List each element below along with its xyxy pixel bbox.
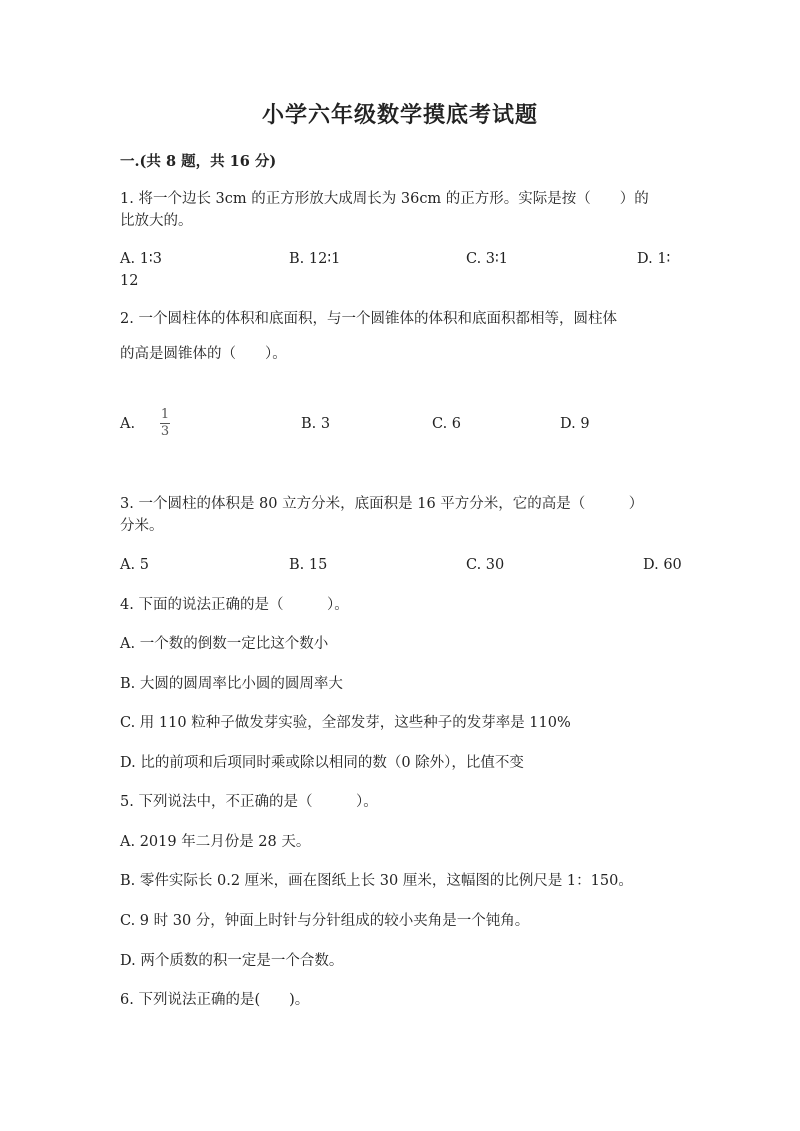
question-4-option-b: B. 大圆的圆周率比小圆的圆周率大: [120, 676, 343, 692]
question-2-option-a-fraction: [160, 408, 170, 439]
question-2-option-c: C. 6: [432, 416, 462, 432]
question-3-line-1: 3. 一个圆柱的体积是 80 立方分米，底面积是 16 平方分米，它的高是（ ）: [120, 496, 644, 512]
page-title: 小学六年级数学摸底考试题: [261, 102, 538, 128]
question-3-option-a: A. 5: [120, 557, 149, 573]
fraction-denominator: 3: [160, 424, 170, 439]
question-2-line-1: 2. 一个圆柱体的体积和底面积，与一个圆锥体的体积和底面积都相等，圆柱体: [120, 311, 617, 327]
question-5-option-a: A. 2019 年二月份是 28 天。: [120, 834, 311, 850]
question-5-stem: 5. 下列说法中，不正确的是（ ）。: [120, 794, 378, 810]
question-2-option-d: D. 9: [560, 416, 590, 432]
question-4-option-a: A. 一个数的倒数一定比这个数小: [120, 636, 329, 652]
question-1-option-d-continued: 12: [120, 273, 139, 289]
question-3-option-d: D. 60: [643, 557, 682, 573]
question-1-line-2: 比放大的。: [120, 213, 193, 229]
question-2-option-b: B. 3: [301, 416, 331, 432]
fraction-numerator: 1: [160, 407, 170, 422]
question-2-line-2: 的高是圆锥体的（ ）。: [120, 346, 287, 362]
question-3-option-c: C. 30: [466, 557, 505, 573]
question-1-option-a: A. 1∶3: [120, 251, 162, 267]
question-5-option-d: D. 两个质数的积一定是一个合数。: [120, 953, 344, 969]
question-2-option-a-label: A.: [120, 416, 136, 432]
section-header: 一.(共 8 题，共 16 分): [120, 153, 277, 170]
question-1-option-d: D. 1∶: [637, 251, 671, 267]
question-1-option-c: C. 3∶1: [466, 251, 509, 267]
question-4-option-d: D. 比的前项和后项同时乘或除以相同的数（0 除外），比值不变: [120, 755, 524, 771]
question-5-option-c: C. 9 时 30 分，钟面上时针与分针组成的较小夹角是一个钝角。: [120, 913, 530, 929]
question-5-option-b: B. 零件实际长 0.2 厘米，画在图纸上长 30 厘米，这幅图的比例尺是 1：150。: [120, 873, 633, 889]
question-4-stem: 4. 下面的说法正确的是（ ）。: [120, 597, 349, 613]
question-4-option-c: C. 用 110 粒种子做发芽实验，全部发芽，这些种子的发芽率是 110%: [120, 715, 571, 731]
question-3-line-2: 分米。: [120, 518, 164, 534]
question-1-option-b: B. 12∶1: [289, 251, 341, 267]
question-3-option-b: B. 15: [289, 557, 328, 573]
question-1-line-1: 1. 将一个边长 3cm 的正方形放大成周长为 36cm 的正方形。实际是按（ ）的: [120, 191, 649, 207]
question-6-stem: 6. 下列说法正确的是( )。: [120, 992, 310, 1008]
